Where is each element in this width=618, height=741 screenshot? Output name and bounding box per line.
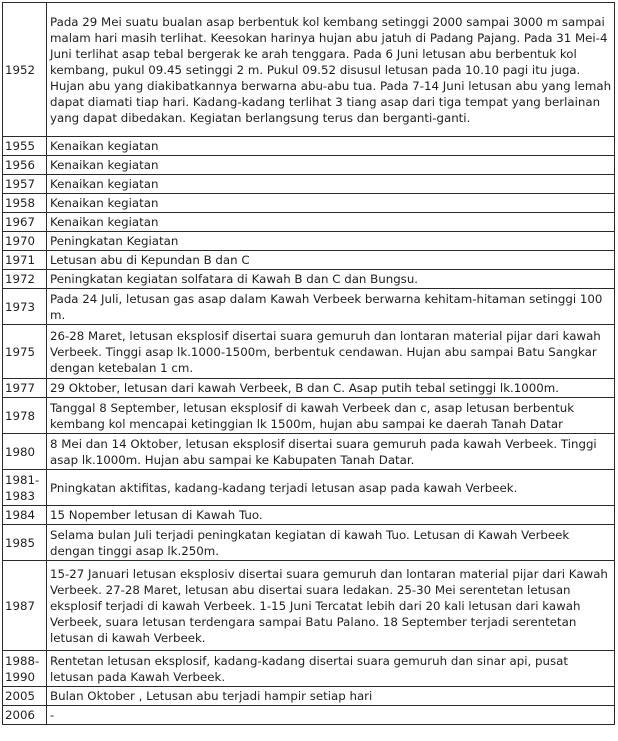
table-row	[3, 687, 615, 706]
table-row	[3, 213, 615, 232]
table-row	[3, 525, 615, 561]
description-cell: Tanggal 8 September, letusan eksplosif di kawah Verbeek dan c, asap letusan berbentuk kembang kol mencapai ketinggian lk 1500m, hujan abu sampai ke daerah Tanah Datar	[47, 398, 615, 434]
year-cell: 1952	[3, 3, 47, 137]
description-cell: Pada 29 Mei suatu bualan asap berbentuk kol kembang setinggi 2000 sampai 3000 m sampai malam hari masih terlihat. Keesokan harinya hujan abu jatuh di Padang Pajang. Pada 31 Mei-4 Juni terlihat asap tebal bergerak ke arah tenggara. Pada 6 Juni letusan abu berbentuk kol kembang, pukul 09.45 setinggi 2 m. Pukul 09.52 disusul letusan pada 10.10 pagi itu juga. Hujan abu yang diakibatkannya berwarna abu-abu tua. Pada 7-14 Juni letusan abu yang lemah dapat diamati tiap hari. Kadang-kadang terlihat 3 tiang asap dari tiga tempat yang berlainan yang dapat dibedakan. Kegiatan berlangsung terus dan berganti-ganti.	[47, 3, 615, 137]
year-cell: 1967	[3, 213, 47, 232]
description-cell: Kenaikan kegiatan	[47, 175, 615, 194]
year-cell: 2005	[3, 687, 47, 706]
year-cell: 1988-1990	[3, 651, 47, 687]
eruption-history-table	[2, 2, 615, 725]
year-cell: 1987	[3, 561, 47, 651]
year-cell: 1984	[3, 506, 47, 525]
year-cell: 1971	[3, 251, 47, 270]
year-cell: 1972	[3, 270, 47, 289]
year-cell: 1973	[3, 289, 47, 325]
table-row	[3, 470, 615, 506]
year-cell: 1958	[3, 194, 47, 213]
year-cell: 1955	[3, 137, 47, 156]
table-row	[3, 175, 615, 194]
year-cell: 2006	[3, 706, 47, 725]
table-body	[3, 3, 615, 725]
description-cell: Selama bulan Juli terjadi peningkatan kegiatan di kawah Tuo. Letusan di Kawah Verbeek dengan tinggi asap lk.250m.	[47, 525, 615, 561]
table-row	[3, 137, 615, 156]
table-row	[3, 325, 615, 379]
description-cell: 8 Mei dan 14 Oktober, letusan eksplosif disertai suara gemuruh pada kawah Verbeek. Tinggi asap lk.1000m. Hujan abu sampai ke Kabupaten Tanah Datar.	[47, 434, 615, 470]
table-row	[3, 434, 615, 470]
table-row	[3, 251, 615, 270]
year-cell: 1978	[3, 398, 47, 434]
year-cell: 1975	[3, 325, 47, 379]
table-row	[3, 194, 615, 213]
table-row	[3, 706, 615, 725]
description-cell: 15 Nopember letusan di Kawah Tuo.	[47, 506, 615, 525]
description-cell: Peningkatan kegiatan solfatara di Kawah B dan C dan Bungsu.	[47, 270, 615, 289]
table-row	[3, 270, 615, 289]
description-cell: Kenaikan kegiatan	[47, 213, 615, 232]
description-cell: Kenaikan kegiatan	[47, 156, 615, 175]
table-row	[3, 289, 615, 325]
description-cell: Letusan abu di Kepundan B dan C	[47, 251, 615, 270]
year-cell: 1970	[3, 232, 47, 251]
year-cell: 1985	[3, 525, 47, 561]
table-row	[3, 561, 615, 651]
description-cell: Bulan Oktober , Letusan abu terjadi hampir setiap hari	[47, 687, 615, 706]
table-row	[3, 651, 615, 687]
description-cell: 29 Oktober, letusan dari kawah Verbeek, B dan C. Asap putih tebal setinggi lk.1000m.	[47, 379, 615, 398]
table-row	[3, 156, 615, 175]
year-cell: 1981-1983	[3, 470, 47, 506]
table-row	[3, 3, 615, 137]
description-cell: Rentetan letusan eksplosif, kadang-kadang disertai suara gemuruh dan sinar api, pusat letusan pada Kawah Verbeek.	[47, 651, 615, 687]
table-row	[3, 506, 615, 525]
description-cell: Pningkatan aktifitas, kadang-kadang terjadi letusan asap pada kawah Verbeek.	[47, 470, 615, 506]
year-cell: 1977	[3, 379, 47, 398]
description-cell: Peningkatan Kegiatan	[47, 232, 615, 251]
table-row	[3, 398, 615, 434]
table-row	[3, 232, 615, 251]
year-cell: 1980	[3, 434, 47, 470]
description-cell: Kenaikan kegiatan	[47, 137, 615, 156]
year-cell: 1956	[3, 156, 47, 175]
description-cell: Kenaikan kegiatan	[47, 194, 615, 213]
description-cell: 26-28 Maret, letusan eksplosif disertai suara gemuruh dan lontaran material pijar dari kawah Verbeek. Tinggi asap lk.1000-1500m, berbentuk cendawan. Hujan abu sampai Batu Sangkar dengan ketebalan 1 cm.	[47, 325, 615, 379]
description-cell: Pada 24 Juli, letusan gas asap dalam Kawah Verbeek berwarna kehitam-hitaman setinggi 100 m.	[47, 289, 615, 325]
table-row	[3, 379, 615, 398]
year-cell: 1957	[3, 175, 47, 194]
description-cell: 15-27 Januari letusan eksplosiv disertai suara gemuruh dan lontaran material pijar dari Kawah Verbeek. 27-28 Maret, letusan abu disertai suara ledakan. 25-30 Mei serentetan letusan eksplosif terjadi di kawah Verbeek. 1-15 Juni Tercatat lebih dari 20 kali letusan dari kawah Verbeek, suara letusan terdengara sampai Batu Palano. 18 September terjadi serentetan letusan di kawah Verbeek.	[47, 561, 615, 651]
description-cell: -	[47, 706, 615, 725]
